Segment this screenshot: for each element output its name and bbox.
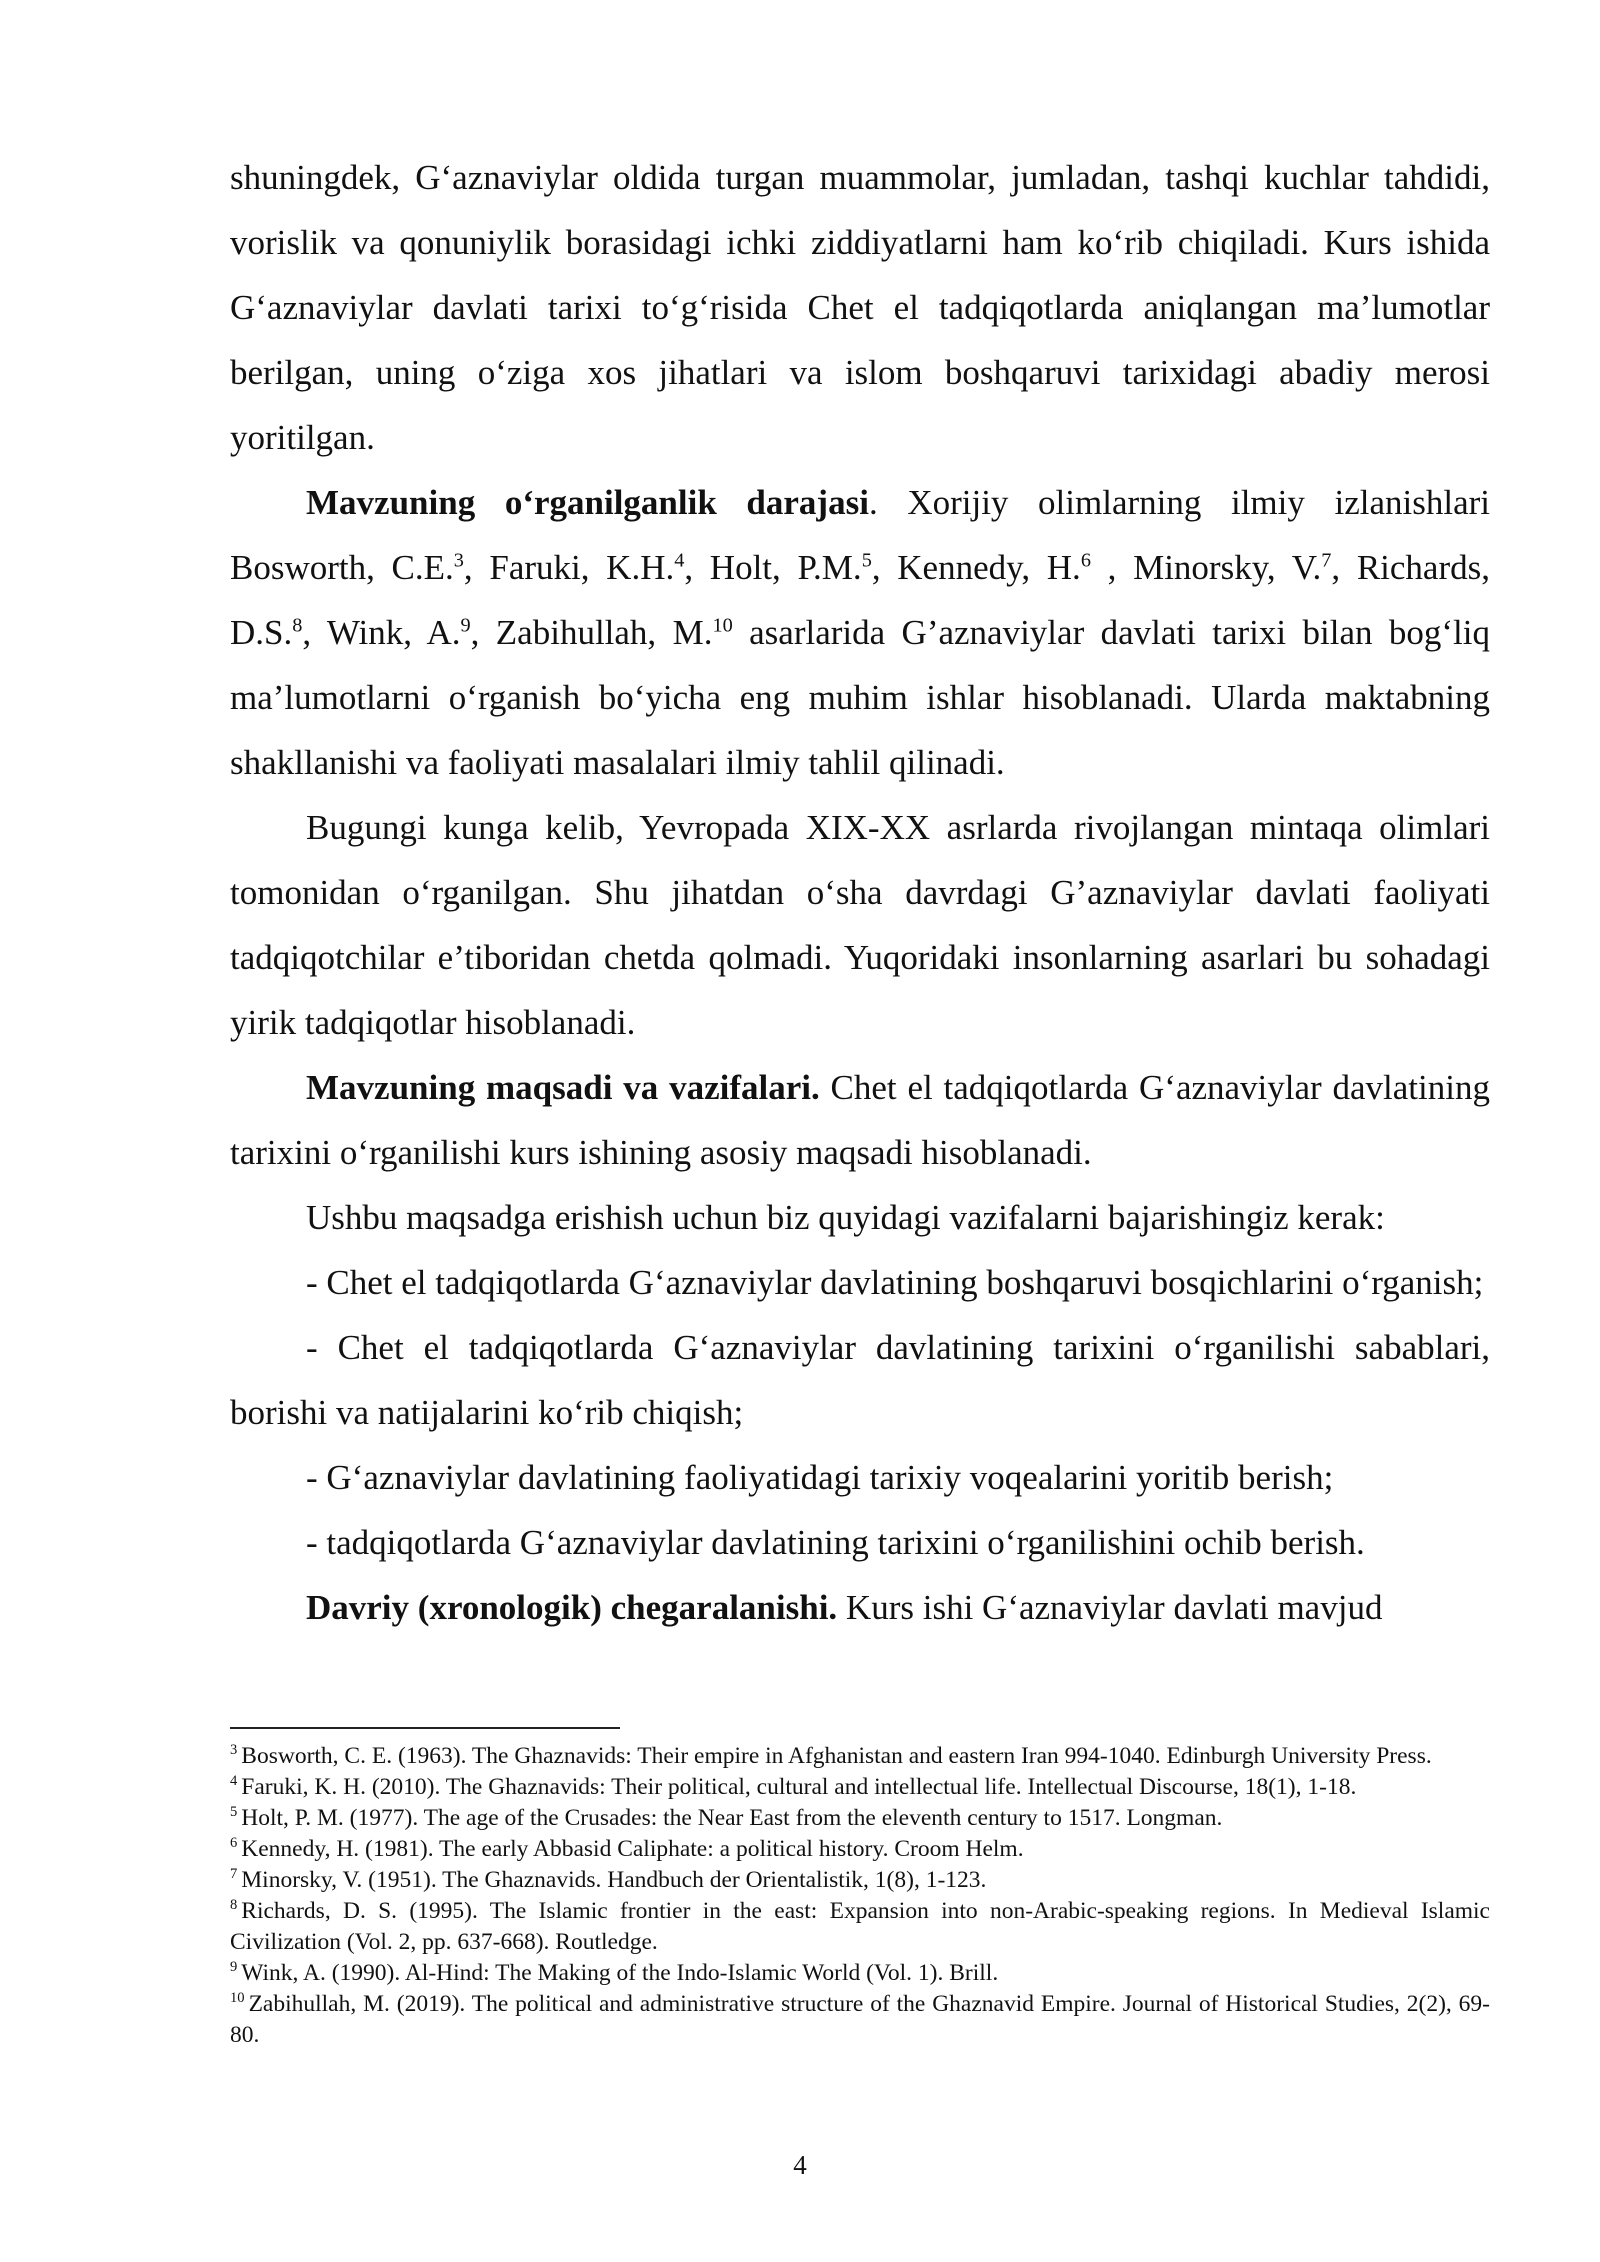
footnote-number: 8 xyxy=(230,1897,238,1914)
heading-chronology: Davriy (xronologik) chegaralanishi. xyxy=(306,1588,838,1627)
footnote-number: 6 xyxy=(230,1835,238,1852)
footnote-ref[interactable]: 5 xyxy=(861,549,872,572)
heading-study-degree: Mavzuning o‘rganilganlik darajasi xyxy=(306,483,869,522)
footnote xyxy=(230,1741,1490,1772)
footnote-number: 4 xyxy=(230,1773,238,1790)
paragraph-text: Chet el tadqiqotlarda G‘aznaviylar davlatining tarixini o‘rganilishi kurs ishining asosiy maqsadi hisoblanadi. xyxy=(230,1068,1490,1172)
footnote-ref[interactable]: 8 xyxy=(292,614,303,637)
page-number: 4 xyxy=(793,2150,807,2180)
task-item: - Chet el tadqiqotlarda G‘aznaviylar davlatining tarixini o‘rganilishi sabablari, borishi va natijalarini ko‘rib chiqish; xyxy=(230,1328,1490,1432)
footnote-ref[interactable]: 9 xyxy=(460,614,471,637)
task-item: - G‘aznaviylar davlatining faoliyatidagi tarixiy voqealarini yoritib berish; xyxy=(306,1458,1334,1497)
footnote-text: Faruki, K. H. (2010). The Ghaznavids: Their political, cultural and intellectual life. Intellectual Discourse, 18(1), 1-18. xyxy=(241,1774,1357,1800)
footnote-separator xyxy=(230,1727,620,1729)
footnote-number: 5 xyxy=(230,1804,238,1821)
footnote xyxy=(230,1803,1490,1834)
paragraph-text: , Richards, D.S. xyxy=(230,548,1490,652)
footnote-text: Kennedy, H. (1981). The early Abbasid Caliphate: a political history. Croom Helm. xyxy=(241,1836,1024,1862)
footnote-text: Bosworth, C. E. (1963). The Ghaznavids: Their empire in Afghanistan and eastern Iran 994-1040. Edinburgh University Press. xyxy=(241,1743,1432,1769)
footnote-text: Zabihullah, M. (2019). The political and administrative structure of the Ghaznavid Empire. Journal of Historical Studies, 2(2), 69-80. xyxy=(230,1991,1490,2048)
footnote-ref[interactable]: 6 xyxy=(1080,549,1091,572)
footnote-number: 10 xyxy=(230,1990,245,2007)
paragraph-study-degree xyxy=(230,470,1490,795)
paragraph-text: , Wink, A. xyxy=(302,613,461,652)
paragraph-text: Kurs ishi G‘aznaviylar davlati mavjud xyxy=(837,1588,1383,1627)
footnote-ref[interactable]: 3 xyxy=(453,549,464,572)
footnote-ref[interactable]: 4 xyxy=(674,549,685,572)
footnote xyxy=(230,1989,1490,2051)
footnote xyxy=(230,1772,1490,1803)
footnote-number: 3 xyxy=(230,1742,238,1759)
footnote-number: 9 xyxy=(230,1959,238,1976)
paragraph-europe-research: Bugungi kunga kelib, Yevropada XIX-XX asrlarda rivojlangan mintaqa olimlari tomonidan o‘rganilgan. Shu jihatdan o‘sha davrdagi G’aznaviylar davlati faoliyati tadqiqotchilar e’tiboridan chetda qolmadi. Yuqoridaki insonlarning asarlari bu sohadagi yirik tadqiqotlar hisoblanadi. xyxy=(230,808,1490,1042)
footnote xyxy=(230,1896,1490,1958)
footnote xyxy=(230,1958,1490,1989)
task-item: - Chet el tadqiqotlarda G‘aznaviylar davlatining boshqaruvi bosqichlarini o‘rganish; xyxy=(306,1263,1484,1302)
heading-goals: Mavzuning maqsadi va vazifalari. xyxy=(306,1068,820,1107)
footnote-ref[interactable]: 10 xyxy=(712,614,733,637)
paragraph-text: , Holt, P.M. xyxy=(684,548,862,587)
paragraph-continuation: shuningdek, G‘aznaviylar oldida turgan muammolar, jumladan, tashqi kuchlar tahdidi, vorislik va qonuniylik borasidagi ichki ziddiyatlarni ham ko‘rib chiqiladi. Kurs ishida G‘aznaviylar davlati tarixi to‘g‘risida Chet el tadqiqotlarda aniqlangan ma’lumotlar berilgan, uning o‘ziga xos jihatlari va islom boshqaruvi tarixidagi abadiy merosi yoritilgan. xyxy=(230,158,1490,457)
paragraph-chronology xyxy=(230,1575,1490,1640)
paragraph-text: . Xorijiy olimlarning ilmiy izlanishlari Bosworth, C.E. xyxy=(230,483,1491,587)
footnote xyxy=(230,1865,1490,1896)
footnote-text: Holt, P. M. (1977). The age of the Crusades: the Near East from the eleventh century to 1517. Longman. xyxy=(241,1805,1223,1831)
paragraph-text: , Zabihullah, M. xyxy=(470,613,713,652)
task-item: - tadqiqotlarda G‘aznaviylar davlatining tarixini o‘rganilishini ochib berish. xyxy=(306,1523,1365,1562)
paragraph-text: , Faruki, K.H. xyxy=(463,548,675,587)
footnotes xyxy=(230,1741,1490,2051)
footnote-text: Wink, A. (1990). Al-Hind: The Making of the Indo-Islamic World (Vol. 1). Brill. xyxy=(241,1960,999,1986)
footnote xyxy=(230,1834,1490,1865)
footnote-text: Richards, D. S. (1995). The Islamic frontier in the east: Expansion into non-Arabic-speaking regions. In Medieval Islamic Civilization (Vol. 2, pp. 637-668). Routledge. xyxy=(230,1898,1490,1955)
paragraph-text: , Kennedy, H. xyxy=(871,548,1081,587)
footnote-number: 7 xyxy=(230,1866,238,1883)
main-text xyxy=(230,145,1490,1640)
paragraph-text: , Minorsky, V. xyxy=(1090,548,1322,587)
footnote-text: Minorsky, V. (1951). The Ghaznavids. Handbuch der Orientalistik, 1(8), 1-123. xyxy=(241,1867,987,1893)
footnote-ref[interactable]: 7 xyxy=(1321,549,1332,572)
paragraph-text: asarlarida G’aznaviylar davlati tarixi bilan bog‘liq ma’lumotlarni o‘rganish bo‘yicha eng muhim ishlar hisoblanadi. Ularda maktabning shakllanishi va faoliyati masalalari ilmiy tahlil qilinadi. xyxy=(230,613,1490,782)
paragraph-tasks-intro: Ushbu maqsadga erishish uchun biz quyidagi vazifalarni bajarishingiz kerak: xyxy=(306,1198,1385,1237)
paragraph-goals xyxy=(230,1055,1490,1185)
